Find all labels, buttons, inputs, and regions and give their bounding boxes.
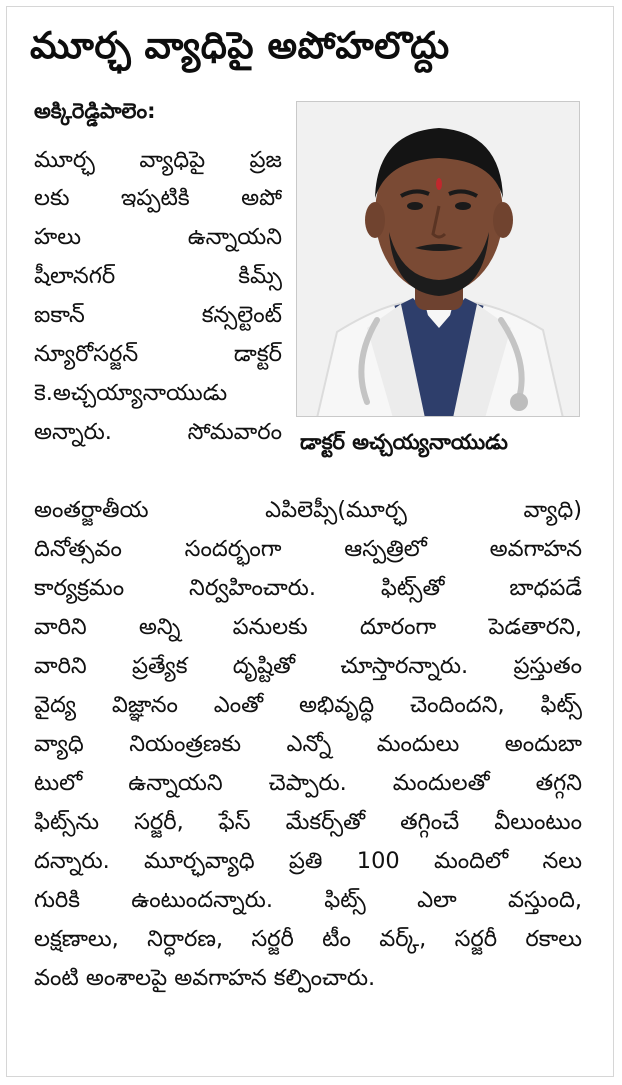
body-line: అంతర్జాతీయ ఎపిలెప్సీ(మూర్ఛ వ్యాధి): [34, 497, 582, 523]
body-line: లక్షణాలు, నిర్ధారణ, సర్జరీ టీం వర్క్, సర్జరీ రకాలు: [34, 926, 582, 952]
body-line: దినోత్సవం సందర్భంగా ఆస్పత్రిలో అవగాహన: [34, 536, 582, 562]
body-line: లకు ఇప్పటికి అపో: [34, 185, 282, 211]
body-line: వ్యాధి నియంత్రణకు ఎన్నో మందులు అందుబా: [34, 731, 582, 757]
article-headline: మూర్ఛ వ్యాధిపై అపోహలొద్దు: [30, 24, 450, 67]
doctor-photo: [296, 101, 580, 417]
body-line: కె.అచ్చయ్యానాయుడు: [34, 380, 228, 406]
body-line: వారిని ప్రత్యేక దృష్టితో చూస్తారన్నారు. ప్రస్తుతం: [34, 653, 582, 679]
body-line: ఐకాన్ కన్సల్టెంట్: [34, 302, 282, 328]
body-line: మూర్ఛ వ్యాధిపై ప్రజ: [34, 147, 282, 173]
body-line: షీలానగర్ కిమ్స్: [34, 263, 282, 289]
body-line: దన్నారు. మూర్ఛవ్యాధి ప్రతి 100 మందిలో నలు: [34, 848, 582, 874]
body-line: గురికి ఉంటుందన్నారు. ఫిట్స్ ఎలా వస్తుంది,: [34, 887, 582, 913]
body-line-last: వంటి అంశాలపై అవగాహన కల్పించారు.: [34, 965, 376, 991]
body-line: హలు ఉన్నాయని: [34, 224, 282, 250]
photo-caption: డాక్టర్ అచ్చయ్యనాయుడు: [300, 430, 508, 454]
body-line: టులో ఉన్నాయని చెప్పారు. మందులతో తగ్గని: [34, 770, 582, 796]
body-line: కార్యక్రమం నిర్వహించారు. ఫిట్స్‌తో బాధపడే: [34, 575, 582, 601]
body-line: వారిని అన్ని పనులకు దూరంగా పెడతారని,: [34, 614, 582, 640]
body-line: ఫిట్స్‌ను సర్జరీ, ఫేస్ మేకర్స్‌తో తగ్గించే వీలుంటుం: [34, 809, 582, 835]
body-line: వైద్య విజ్ఞానం ఎంతో అభివృద్ధి చెందిందని, ఫిట్స్: [34, 692, 582, 718]
article-dateline: అక్కిరెడ్డిపాలెం:: [34, 99, 156, 123]
doctor-portrait-illustration: [297, 102, 580, 417]
body-line: న్యూరోసర్జన్ డాక్టర్: [34, 341, 282, 367]
body-line: అన్నారు. సోమవారం: [34, 419, 282, 445]
